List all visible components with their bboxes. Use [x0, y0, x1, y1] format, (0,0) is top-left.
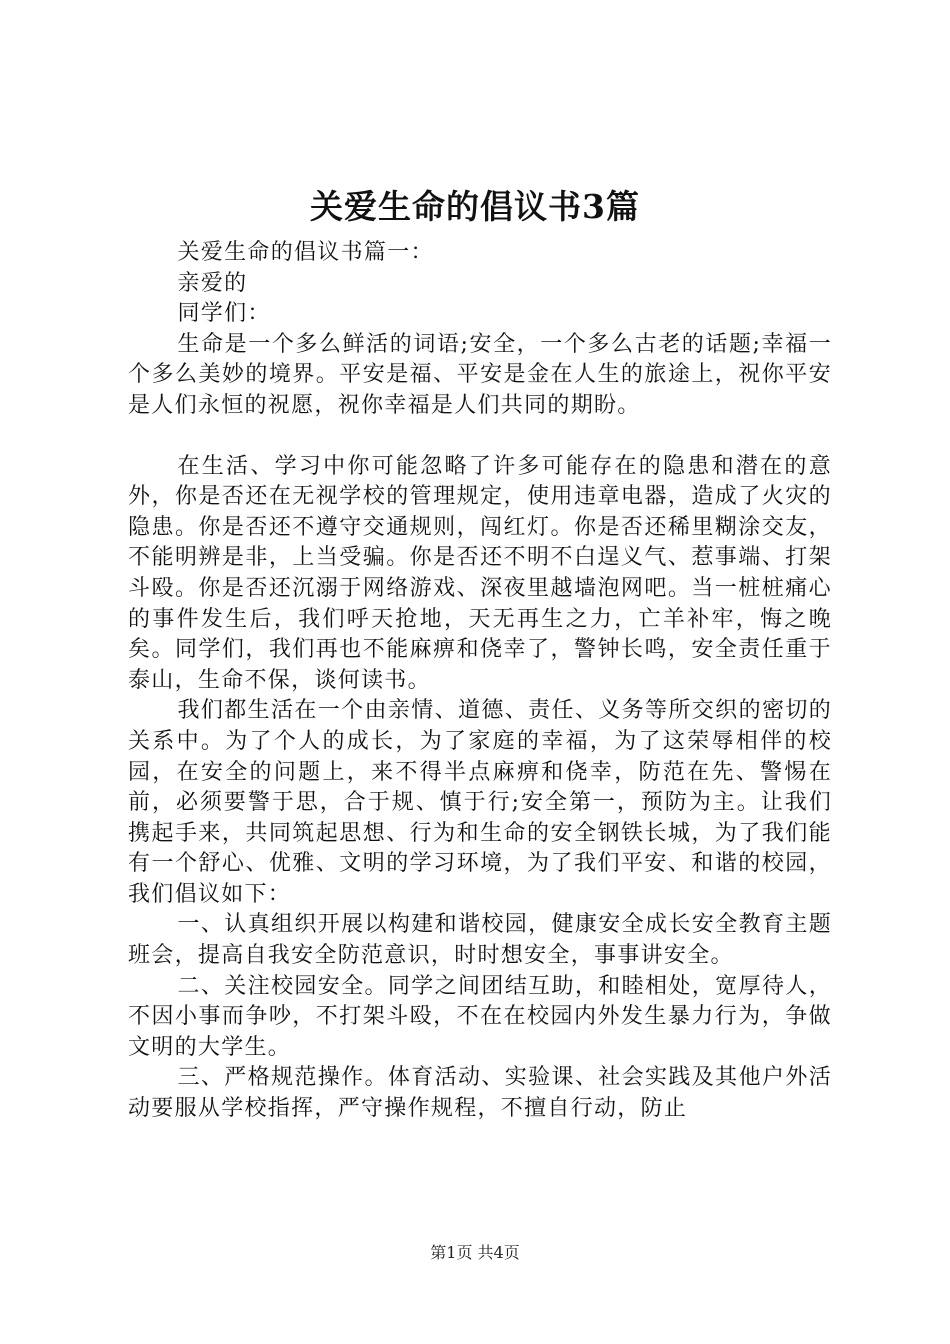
proposal-item-2: 二、关注校园安全。同学之间团结互助，和睦相处，宽厚待人，不因小事而争吵，不打架斗殴，不在在校园内外发生暴力行为，争做文明的大学生。 [128, 973, 832, 1060]
proposal-item-3: 三、严格规范操作。体育活动、实验课、社会实践及其他户外活动要服从学校指挥，严守操作规程，不擅自行动，防止 [128, 1065, 832, 1122]
paragraph-hazards: 在生活、学习中你可能忽略了许多可能存在的隐患和潜在的意外，你是否还在无视学校的管理规定，使用违章电器，造成了火灾的隐患。你是否还不遵守交通规则，闯红灯。你是否还稀里糊涂交友，不能明辨是非，上当受骗。你是否还不明不白逞义气、惹事端、打架斗殴。你是否还沉溺于网络游戏、深夜里越墙泡网吧。当一桩桩痛心的事件发生后，我们呼天抢地，天无再生之力，亡羊补牢，悔之晚矣。同学们，我们再也不能麻痹和侥幸了，警钟长鸣，安全责任重于泰山，生命不保，谈何读书。 [128, 453, 832, 693]
paragraph-call: 我们都生活在一个由亲情、道德、责任、义务等所交织的密切的关系中。为了个人的成长，为了家庭的幸福，为了这荣辱相伴的校园，在安全的问题上，来不得半点麻痹和侥幸，防范在先、警惕在前，必须要警于思，合于规、慎于行;安全第一，预防为主。让我们携起手来，共同筑起思想、行为和生命的安全钢铁长城，为了我们能有一个舒心、优雅、文明的学习环境，为了我们平安、和谐的校园，我们倡议如下： [128, 698, 832, 907]
paragraph-intro: 生命是一个多么鲜活的词语;安全，一个多么古老的话题;幸福一个多么美妙的境界。平安是福、平安是金在人生的旅途上，祝你平安是人们永恒的祝愿，祝你幸福是人们共同的期盼。 [128, 331, 832, 418]
document-body [128, 238, 832, 1125]
salutation-line-1: 亲爱的 [177, 270, 248, 296]
section-heading: 关爱生命的倡议书篇一： [177, 240, 434, 265]
page-number: 第1页 共4页 [430, 1243, 520, 1262]
proposal-item-1: 一、认真组织开展以构建和谐校园，健康安全成长安全教育主题班会，提高自我安全防范意识，时时想安全，事事讲安全。 [128, 912, 832, 969]
salutation-line-2: 同学们： [177, 301, 271, 327]
document-title: 关爱生命的倡议书3篇 [310, 187, 640, 226]
